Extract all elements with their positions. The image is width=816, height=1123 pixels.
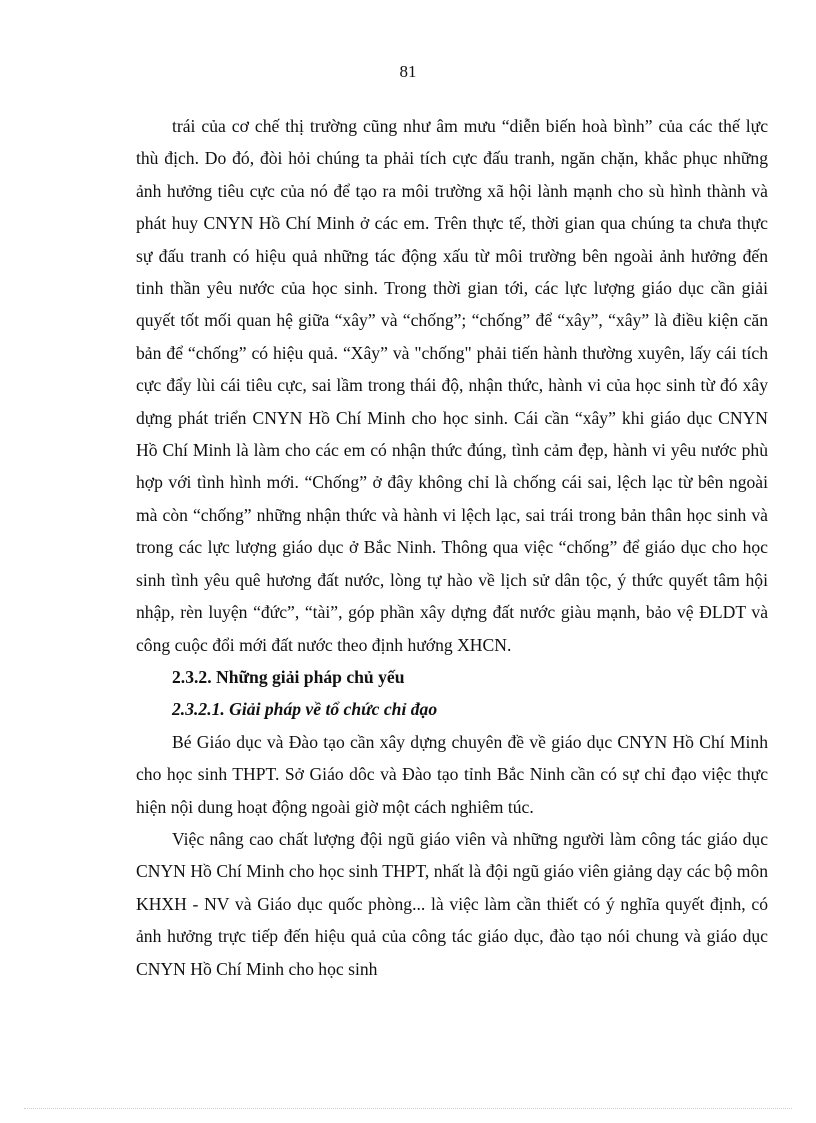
paragraph-continuation: trái của cơ chế thị trường cũng như âm mưu “diễn biến hoà bình” của các thế lực thù địch. Do đó, đòi hỏi chúng ta phải tích cực đấu tranh, ngăn chặn, khắc phục những ảnh hưởng tiêu cực của nó để tạo ra môi trường xã hội lành mạnh cho sù hình thành và phát huy CNYN Hồ Chí Minh ở các em. Trên thực tế, thời gian qua chúng ta chưa thực sự đấu tranh có hiệu quả những tác động xấu từ môi trường bên ngoài ảnh hưởng đến tinh thần yêu nước của học sinh. Trong thời gian tới, các lực lượng giáo dục cần giải quyết tốt mối quan hệ giữa “xây” và “chống”; “chống” để “xây”, “xây” là điều kiện căn bản để “chống” có hiệu quả. “Xây” và "chống" phải tiến hành thường xuyên, lấy cái tích cực đẩy lùi cái tiêu cực, sai lầm trong thái độ, nhận thức, hành vi của học sinh từ đó xây dựng phát triển CNYN Hồ Chí Minh cho học sinh. Cái cần “xây” khi giáo dục CNYN Hồ Chí Minh là làm cho các em có nhận thức đúng, tình cảm đẹp, hành vi yêu nước phù hợp với tình hình mới. “Chống” ở đây không chỉ là chống cái sai, lệch lạc từ bên ngoài mà còn “chống” những nhận thức và hành vi lệch lạc, sai trái trong bản thân học sinh và trong các lực lượng giáo dục ở Bắc Ninh. Thông qua việc “chống” để giáo dục cho học sinh tình yêu quê hương đất nước, lòng tự hào về lịch sử dân tộc, ý thức quyết tâm hội nhập, rèn luyện “đức”, “tài”, góp phần xây dựng đất nước giàu mạnh, bảo vệ ĐLDT và công cuộc đổi mới đất nước theo định hướng XHCN. bbox=[136, 116, 768, 655]
paragraph-direction: Bé Giáo dục và Đào tạo cần xây dựng chuyên đề về giáo dục CNYN Hồ Chí Minh cho học sinh THPT. Sở Giáo dôc và Đào tạo tỉnh Bắc Ninh cần có sự chỉ đạo việc thực hiện nội dung hoạt động ngoài giờ một cách nghiêm túc. bbox=[136, 731, 768, 817]
subsection-heading: 2.3.2.1. Giải pháp về tổ chức chỉ đạo bbox=[172, 699, 438, 720]
page-number: 81 bbox=[399, 62, 417, 81]
paragraph-teacher-quality: Việc nâng cao chất lượng đội ngũ giáo viên và những người làm công tác giáo dục CNYN Hồ Chí Minh cho học sinh THPT, nhất là đội ngũ giáo viên giảng dạy các bộ môn KHXH - NV và Giáo dục quốc phòng... là việc làm cần thiết có ý nghĩa quyết định, có ảnh hưởng trực tiếp đến hiệu quả của công tác giáo dục, đào tạo nói chung và giáo dục CNYN Hồ Chí Minh cho học sinh bbox=[136, 828, 768, 979]
page-bottom-rule bbox=[24, 1108, 792, 1109]
document-body bbox=[136, 110, 768, 985]
section-heading: 2.3.2. Những giải pháp chủ yếu bbox=[172, 666, 405, 687]
